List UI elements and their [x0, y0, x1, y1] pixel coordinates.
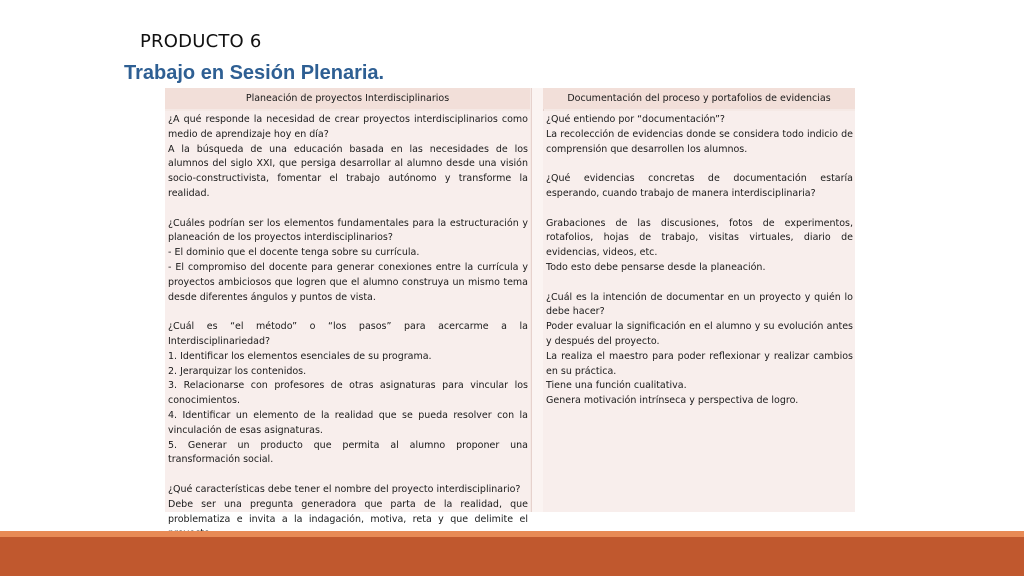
paragraph: - El compromiso del docente para generar conexiones entre la currícula y proyectos ambiciosos que logren que el alumno construya un mismo tema desde diferentes ángulos y puntos de vista.	[168, 261, 528, 303]
paragraph: Grabaciones de las discusiones, fotos de experimentos, rotafolios, hojas de trabajo, visitas virtuales, diario de evidencias, videos, etc.	[546, 217, 853, 259]
paragraph: 4. Identificar un elemento de la realidad que se pueda resolver con la vinculación de esas asignaturas.	[168, 409, 528, 436]
footer-bar	[0, 537, 1024, 576]
paragraph-spacer	[546, 157, 853, 172]
paragraph: Todo esto debe pensarse desde la planeación.	[546, 261, 766, 273]
paragraph: ¿Cuál es “el método” o “los pasos” para acercarme a la Interdisciplinariedad?	[168, 321, 528, 347]
paragraph: ¿Cuáles podrían ser los elementos fundamentales para la estructuración y planeación de los proyectos interdisciplinarios?	[168, 217, 528, 244]
paragraph: 3. Relacionarse con profesores de otras asignaturas para vincular los conocimientos.	[168, 380, 528, 407]
paragraph: ¿A qué responde la necesidad de crear proyectos interdisciplinarios como medio de aprendizaje hoy en día?	[168, 114, 528, 140]
paragraph: La recolección de evidencias donde se considera todo indicio de comprensión que desarrollen los alumnos.	[546, 128, 853, 155]
paragraph: - El dominio que el docente tenga sobre su currícula.	[168, 247, 420, 259]
paragraph: Poder evaluar la significación en el alumno y su evolución antes y después del proyecto.	[546, 321, 853, 347]
paragraph: La realiza el maestro para poder reflexionar y realizar cambios en su práctica.	[546, 350, 853, 377]
paragraph: ¿Qué entiendo por “documentación”?	[546, 114, 725, 125]
paragraph: ¿Qué evidencias concretas de documentación estaría esperando, cuando trabajo de manera interdisciplinaria?	[546, 173, 853, 199]
paragraph-spacer	[168, 468, 528, 483]
paragraph: Debe ser una pregunta generadora que parta de la realidad, que problematiza e invita a la indagación, motiva, reta y que delimite el	[168, 498, 528, 525]
paragraph: Genera motivación intrínseca y perspectiva de logro.	[546, 395, 799, 407]
cell-documentacion	[543, 111, 855, 512]
comparison-table	[165, 88, 855, 525]
paragraph-spacer	[546, 202, 853, 217]
header-planeacion: Planeación de proyectos Interdisciplinarios	[165, 88, 530, 109]
paragraph-spacer	[168, 202, 528, 217]
paragraph: 1. Identificar los elementos esenciales de su programa.	[168, 350, 432, 362]
slide-heading: PRODUCTO 6	[140, 31, 262, 52]
paragraph: 5. Generar un producto que permita al alumno proponer una transformación social.	[168, 439, 528, 466]
cell-planeacion	[165, 111, 530, 525]
paragraph: 2. Jerarquizar los contenidos.	[168, 365, 307, 377]
slide-subtitle: Trabajo en Sesión Plenaria.	[124, 62, 385, 84]
paragraph: A la búsqueda de una educación basada en las necesidades de los alumnos del siglo XXI, que persiga desarrollar al alumno desde una visión socio-constructivista, fomentar el trabajo autónomo y transforme la realidad.	[168, 143, 528, 199]
paragraph-spacer	[546, 276, 853, 291]
header-documentacion: Documentación del proceso y portafolios de evidencias	[543, 88, 855, 109]
paragraph-spacer	[168, 305, 528, 320]
paragraph: Tiene una función cualitativa.	[546, 380, 687, 392]
paragraph: ¿Qué características debe tener el nombre del proyecto interdisciplinario?	[168, 483, 521, 495]
paragraph: ¿Cuál es la intención de documentar en un proyecto y quién lo debe hacer?	[546, 291, 853, 318]
